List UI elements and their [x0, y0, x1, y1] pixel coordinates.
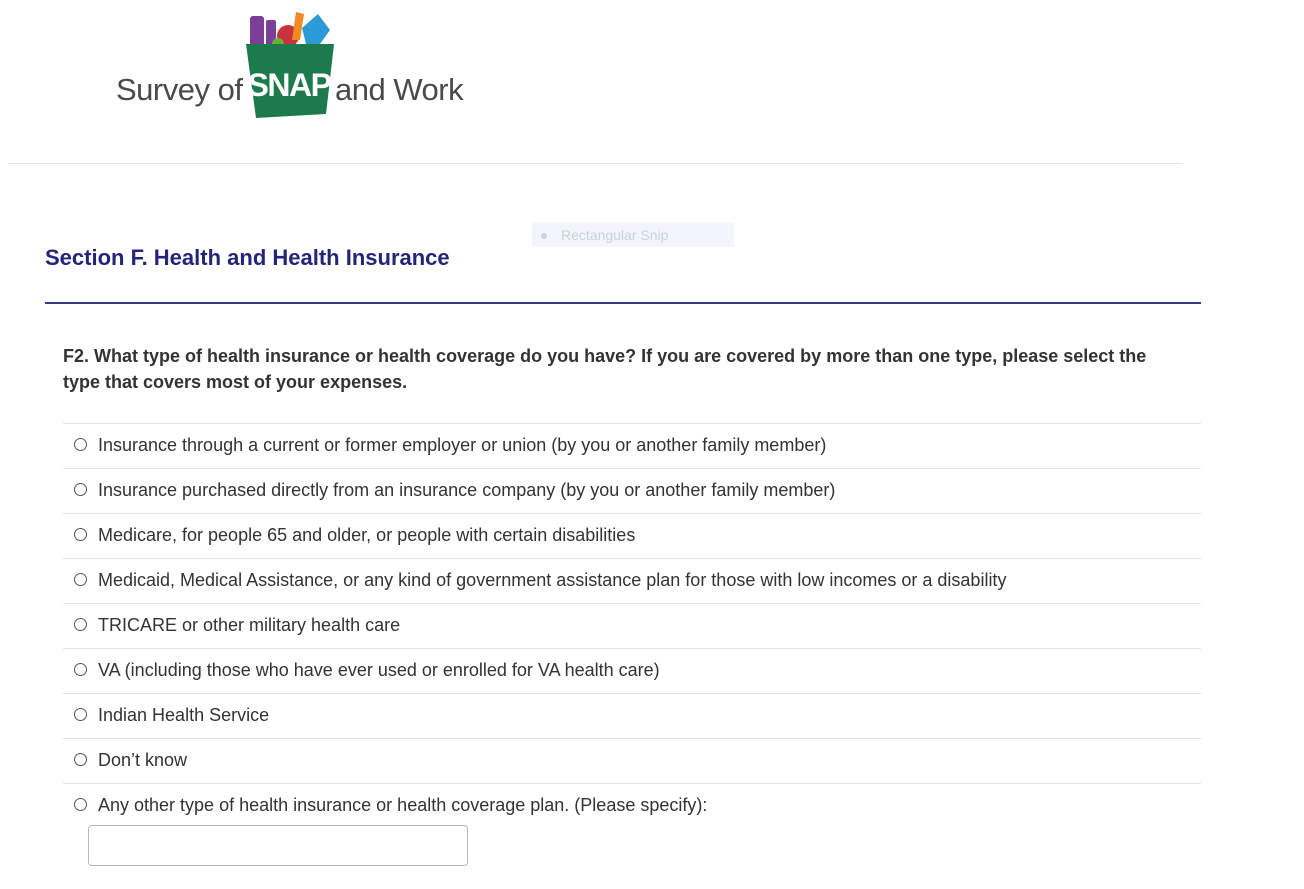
radio-button-icon[interactable] [74, 573, 87, 586]
option-other-specify[interactable] [63, 784, 1201, 828]
option-label[interactable]: Don’t know [98, 750, 188, 770]
radio-button-icon[interactable] [74, 708, 87, 721]
snip-mode-icon [541, 233, 547, 239]
answer-options [63, 423, 1201, 828]
option-label[interactable]: VA (including those who have ever used or enrolled for VA health care) [98, 660, 660, 680]
logo-text-and-work: and Work [335, 72, 464, 107]
grocery-item-blue [302, 14, 330, 44]
radio-button-icon[interactable] [74, 438, 87, 451]
other-specify-input[interactable] [88, 825, 468, 866]
option-label[interactable]: TRICARE or other military health care [98, 615, 401, 635]
survey-logo [116, 10, 476, 122]
rectangular-snip-overlay [532, 223, 734, 247]
option-label[interactable]: Medicaid, Medical Assistance, or any kind of government assistance plan for those with low incomes or a disability [98, 570, 1007, 590]
grocery-item-purple [250, 16, 264, 46]
option-label[interactable]: Insurance purchased directly from an insurance company (by you or another family member) [98, 480, 836, 500]
grocery-bag-icon [242, 10, 338, 122]
option-employer-insurance[interactable] [63, 424, 1201, 469]
radio-button-icon[interactable] [74, 753, 87, 766]
logo-text-snap: SNAP [247, 67, 331, 103]
radio-button-icon[interactable] [74, 618, 87, 631]
option-va[interactable] [63, 649, 1201, 694]
option-label[interactable]: Medicare, for people 65 and older, or people with certain disabilities [98, 525, 636, 545]
option-label[interactable]: Indian Health Service [98, 705, 270, 725]
option-indian-health-service[interactable] [63, 694, 1201, 739]
header-divider [8, 163, 1182, 164]
option-medicare[interactable] [63, 514, 1201, 559]
option-medicaid[interactable] [63, 559, 1201, 604]
option-label[interactable]: Insurance through a current or former employer or union (by you or another family member) [98, 435, 827, 455]
logo-text-survey-of: Survey of [116, 72, 243, 107]
radio-button-icon[interactable] [74, 798, 87, 811]
option-label[interactable]: Any other type of health insurance or health coverage plan. (Please specify): [98, 795, 708, 815]
radio-button-icon[interactable] [74, 528, 87, 541]
radio-button-icon[interactable] [74, 483, 87, 496]
radio-button-icon[interactable] [74, 663, 87, 676]
section-divider [45, 302, 1201, 304]
question-text: F2. What type of health insurance or health coverage do you have? If you are covered by more than one type, please select the type that covers most of your expenses. [63, 346, 1147, 392]
section-title: Section F. Health and Health Insurance [45, 245, 450, 270]
option-purchased-insurance[interactable] [63, 469, 1201, 514]
option-dont-know[interactable] [63, 739, 1201, 784]
snip-label: Rectangular Snip [561, 227, 669, 243]
grocery-item-orange [292, 12, 304, 40]
option-tricare[interactable] [63, 604, 1201, 649]
